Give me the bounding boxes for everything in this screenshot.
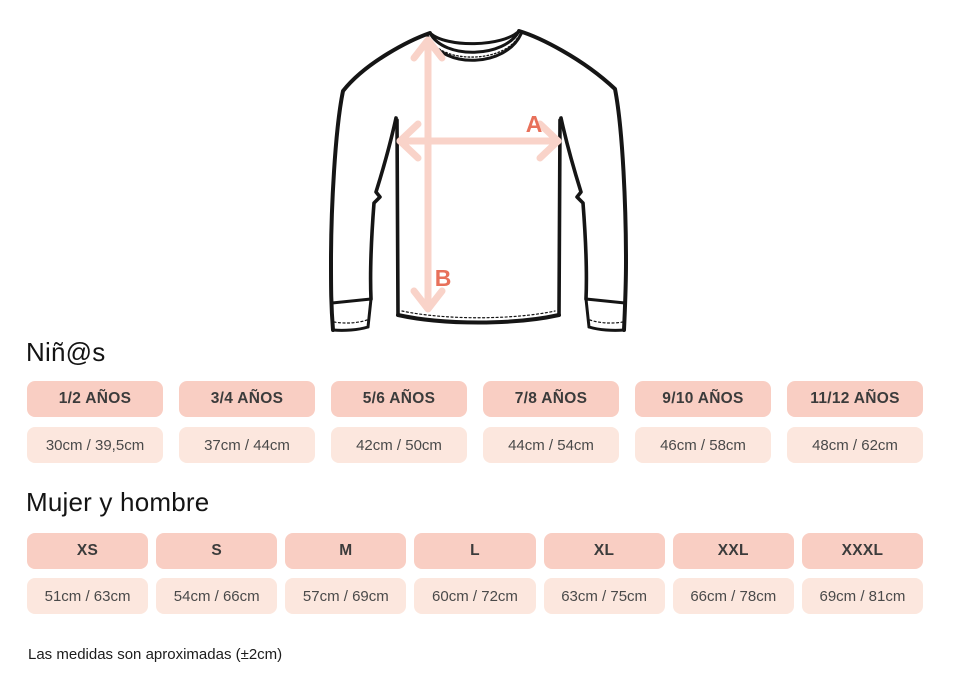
size-value-cell: 69cm / 81cm: [802, 578, 923, 614]
size-value-cell: 57cm / 69cm: [285, 578, 406, 614]
left-cuff: [332, 299, 371, 330]
size-header-cell: L: [414, 533, 535, 569]
size-value-cell: 66cm / 78cm: [673, 578, 794, 614]
measurement-disclaimer: Las medidas son aproximadas (±2cm): [28, 646, 283, 663]
size-header-cell: XS: [27, 533, 148, 569]
size-value-cell: 46cm / 58cm: [635, 427, 771, 463]
size-value-cell: 42cm / 50cm: [331, 427, 467, 463]
hem-outline: [398, 315, 559, 323]
right-shoulder-sleeve-outline: [519, 31, 626, 330]
measurement-label-a: A: [525, 111, 543, 137]
section-title-kids: Niñ@s: [26, 337, 106, 367]
hem-stitch: [402, 311, 555, 318]
size-header-cell: S: [156, 533, 277, 569]
right-cuff-stitch: [590, 320, 623, 323]
size-value-cell: 48cm / 62cm: [787, 427, 923, 463]
size-value-cell: 60cm / 72cm: [414, 578, 535, 614]
measurement-label-b: B: [434, 265, 452, 291]
size-header-cell: 3/4 AÑOS: [179, 381, 315, 417]
size-header-cell: XL: [544, 533, 665, 569]
left-cuff-stitch: [334, 320, 367, 323]
size-header-cell: XXXL: [802, 533, 923, 569]
size-header-cell: 1/2 AÑOS: [27, 381, 163, 417]
section-title-adults: Mujer y hombre: [26, 487, 210, 517]
size-header-cell: 7/8 AÑOS: [483, 381, 619, 417]
size-header-cell: M: [285, 533, 406, 569]
adults-size-table: [27, 533, 923, 614]
size-value-cell: 63cm / 75cm: [544, 578, 665, 614]
right-sleeve-inner-outline: [561, 118, 586, 299]
kids-size-table: [27, 381, 923, 463]
size-value-cell: 44cm / 54cm: [483, 427, 619, 463]
body-left-seam: [397, 120, 398, 315]
collar-top-edge: [430, 31, 519, 44]
size-value-cell: 54cm / 66cm: [156, 578, 277, 614]
shirt-outline-drawing: [318, 0, 642, 348]
left-sleeve-inner-outline: [371, 118, 396, 299]
size-header-cell: 5/6 AÑOS: [331, 381, 467, 417]
size-header-cell: 9/10 AÑOS: [635, 381, 771, 417]
size-value-cell: 37cm / 44cm: [179, 427, 315, 463]
size-value-cell: 30cm / 39,5cm: [27, 427, 163, 463]
body-right-seam: [559, 120, 560, 315]
size-value-cell: 51cm / 63cm: [27, 578, 148, 614]
right-cuff: [586, 299, 625, 330]
size-header-cell: XXL: [673, 533, 794, 569]
size-header-cell: 11/12 AÑOS: [787, 381, 923, 417]
